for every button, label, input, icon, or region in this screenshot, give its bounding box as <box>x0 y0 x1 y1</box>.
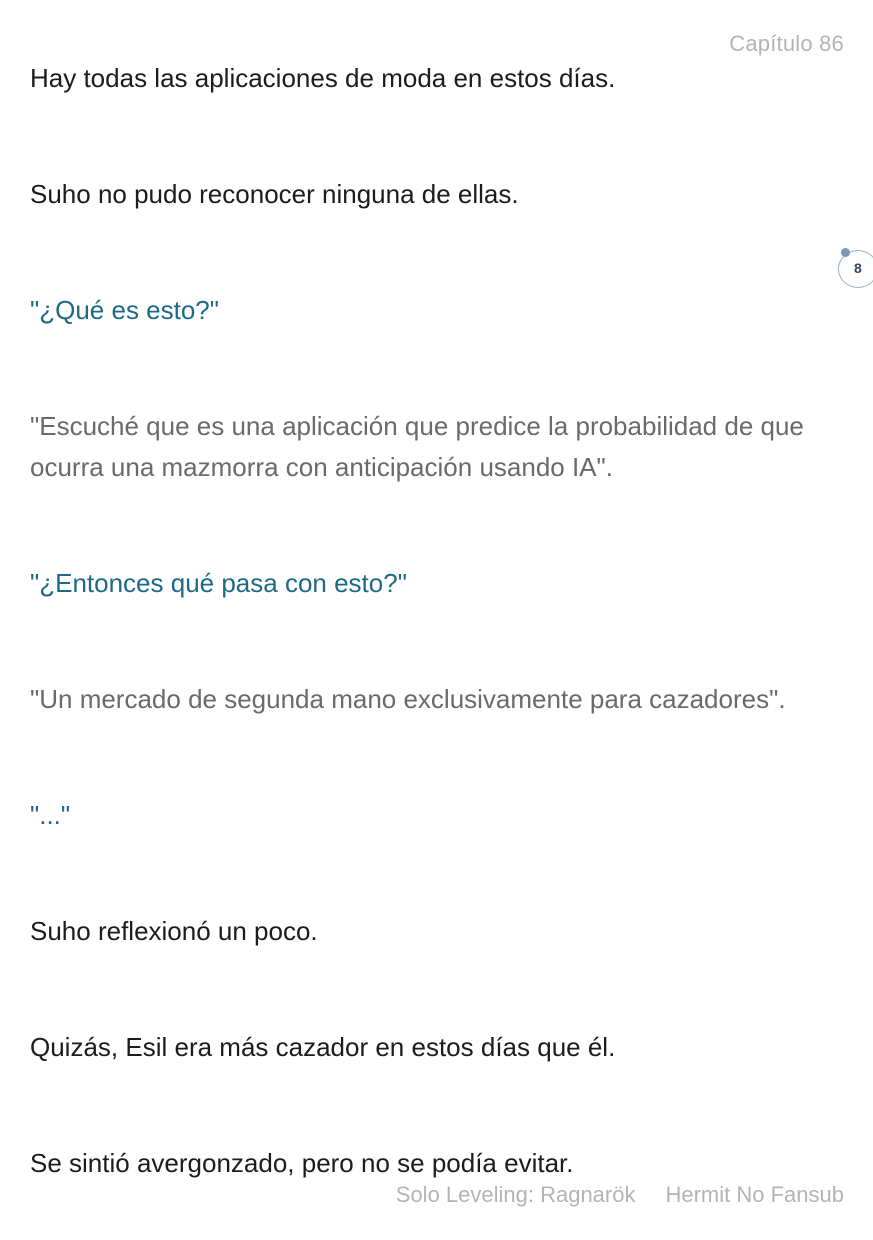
paragraph-5: "¿Entonces qué pasa con esto?" <box>30 568 407 598</box>
comment-count-badge[interactable] <box>838 250 873 288</box>
paragraph-1: Hay todas las aplicaciones de moda en estos días. <box>30 63 616 93</box>
paragraph-9: Quizás, Esil era más cazador en estos días que él. <box>30 1032 616 1062</box>
footer-credit: Hermit No Fansub <box>665 1182 844 1207</box>
paragraph-10: Se sintió avergonzado, pero no se podía evitar. <box>30 1148 574 1178</box>
paragraph-7: "..." <box>30 800 71 830</box>
chapter-label: Capítulo 86 <box>729 31 844 56</box>
badge-indicator-dot <box>841 248 850 257</box>
paragraph-3: "¿Qué es esto?" <box>30 295 219 325</box>
footer-title: Solo Leveling: Ragnarök <box>395 1182 636 1207</box>
paragraph-8: Suho reflexionó un poco. <box>30 916 318 946</box>
paragraph-2: Suho no pudo reconocer ninguna de ellas. <box>30 179 519 209</box>
paragraph-4: "Escuché que es una aplicación que predice la probabilidad de que ocurra una mazmorra con anticipación usando IA". <box>30 411 804 482</box>
paragraph-6: "Un mercado de segunda mano exclusivamente para cazadores". <box>30 684 786 714</box>
footer <box>396 1182 844 1208</box>
comment-count: 8 <box>854 260 862 276</box>
